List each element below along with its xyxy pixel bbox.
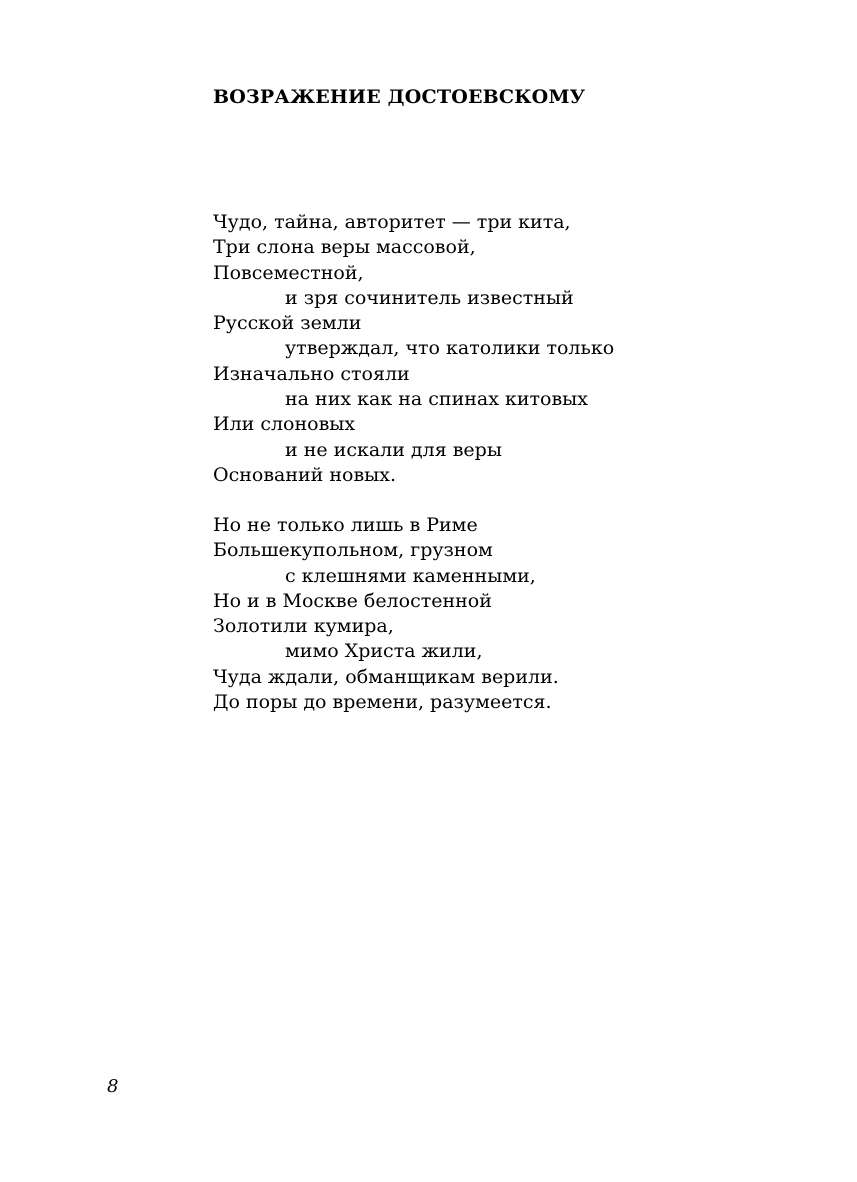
poem-line: Изначально стояли	[213, 362, 410, 385]
poem-line: Но не только лишь в Риме	[213, 514, 478, 536]
poem-line-indented: на них как на спинах китовых	[285, 388, 588, 411]
poem-line-indented: утверждал, что католики только	[285, 337, 615, 360]
poem-line: Золотили кумира,	[213, 615, 394, 638]
poem-line: Большекупольном, грузном	[213, 539, 493, 562]
stanza-2	[213, 513, 773, 715]
stanza-1	[213, 210, 773, 488]
poem-line: Чудо, тайна, авторитет — три кита,	[213, 211, 571, 233]
poem-line: Оснований новых.	[213, 463, 397, 486]
poem-line: До поры до времени, разумеется.	[213, 691, 552, 714]
poem-line: Три слона веры массовой,	[213, 236, 476, 259]
poem-line-indented: и зря сочинитель известный	[285, 286, 574, 309]
poem-line: Чуда ждали, обманщикам верили.	[213, 665, 559, 688]
poem-line: Или слоновых	[213, 413, 356, 436]
poem-title: ВОЗРАЖЕНИЕ ДОСТОЕВСКОМУ	[213, 86, 586, 108]
poem-line-indented: мимо Христа жили,	[285, 640, 483, 663]
poem-line-indented: и не искали для веры	[285, 438, 502, 461]
poem-line-indented: с клешнями каменными,	[285, 564, 536, 587]
page-number: 8	[107, 1076, 119, 1097]
poem-line: Русской земли	[213, 312, 362, 335]
poem-line: Но и в Москве белостенной	[213, 589, 492, 612]
poem-line: Повсеместной,	[213, 261, 364, 284]
